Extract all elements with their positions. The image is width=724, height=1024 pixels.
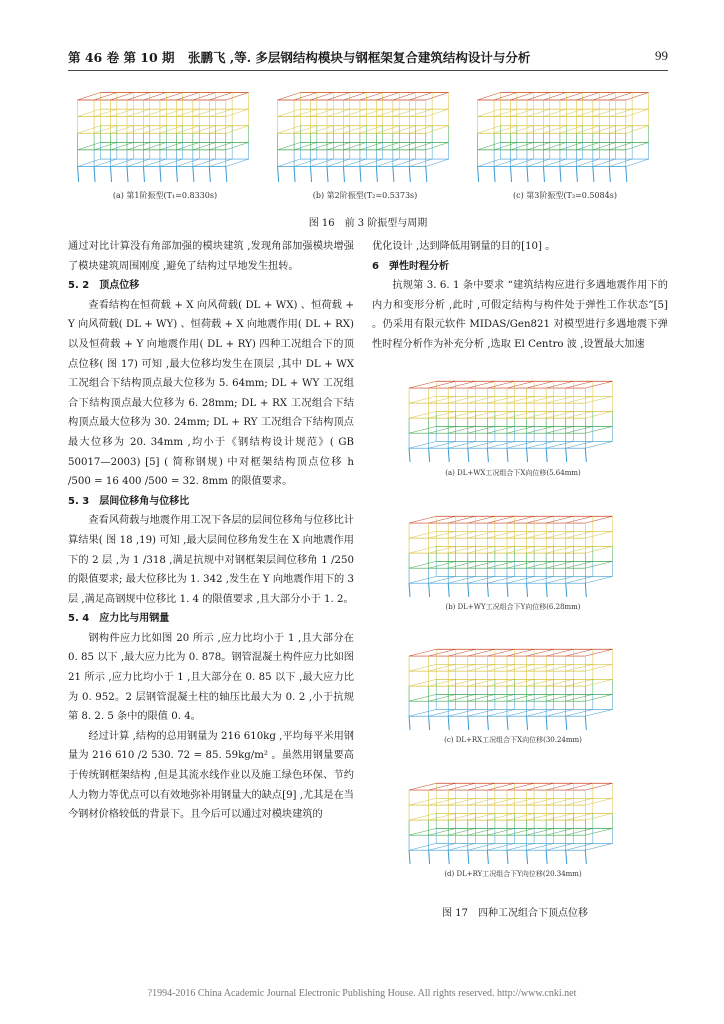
frame-member: [468, 583, 469, 597]
frame-member: [429, 448, 430, 462]
frame-member: [511, 167, 512, 182]
page-header: [68, 48, 668, 68]
header-rule: [68, 70, 668, 71]
left-column: [68, 237, 354, 825]
copyright-footer: ?1994-2016 China Academic Journal Electronic Publishing House. All rights reserved. http://www.cnki.net: [147, 988, 577, 999]
frame-member: [311, 167, 312, 182]
frame-member: [111, 167, 112, 182]
frame-member: [426, 167, 427, 182]
frame-member: [546, 448, 547, 462]
frame-member: [393, 167, 394, 182]
displacement-d-image: [400, 772, 626, 866]
figure-16-caption: 图 16 前 3 阶振型与周期: [308, 218, 428, 229]
frame-member: [566, 583, 567, 597]
frame-member: [343, 167, 344, 182]
mode-shape-1-caption: (a) 第1阶振型(T₁=0.8330s): [112, 191, 218, 200]
frame-member: [327, 167, 328, 182]
displacement-a-caption: (a) DL+WX工况组合下X向位移(5.64mm): [445, 469, 581, 477]
frame-member: [468, 850, 469, 864]
frame-member: [176, 167, 177, 182]
frame-member: [527, 716, 528, 730]
page-number: 99: [655, 48, 668, 63]
frame-member: [278, 167, 279, 182]
frame-member: [448, 850, 449, 864]
frame-member: [468, 716, 469, 730]
mode-shape-2-image: [270, 80, 460, 184]
frame-member: [409, 448, 410, 462]
frame-member: [626, 167, 627, 182]
body-paragraph: 经过计算 ,结构的总用钢量为 216 610kg ,平均每平米用钢量为 216 610 /2 530. 72 = 85. 59kg/m² 。虽然用钢量要高于传统钢框架结构 ,但是其流水线作业以及施工绿色环保、节约人力物力等优点可以有效地弥补用钢量大的缺点[9] ,尤其是在当今钢材价格较低的背景下。且今后可以通过对模块建筑的: [68, 730, 354, 821]
frame-member: [527, 448, 528, 462]
frame-member: [487, 448, 488, 462]
frame-member: [360, 167, 361, 182]
frame-member: [507, 583, 508, 597]
running-title: 张鹏飞 ,等. 多层钢结构模块与钢框架复合建筑结构设计与分析: [188, 50, 531, 65]
displacement-b-image: [400, 505, 626, 599]
frame-member: [546, 850, 547, 864]
frame-member: [527, 583, 528, 597]
body-paragraph: 钢构件应力比如图 20 所示 ,应力比均小于 1 ,且大部分在 0. 85 以下 ,最大应力比为 0. 878。钢管混凝土构件应力比如图 21 所示 ,应力比均小于 1 ,且大部分在 0. 85 以下 ,最大应力比为 0. 952。2 层钢管混凝土柱的轴压比最大为 0. 2 ,小于抗规第 8. 2. 5 条中的限值 0. 4。: [68, 632, 354, 723]
frame-member: [585, 583, 586, 597]
mode-shape-3-caption: (c) 第3阶振型(T₃=0.5084s): [513, 191, 617, 200]
displacement-d-caption: (d) DL+RY工况组合下Y向位移(20.34mm): [444, 870, 582, 878]
frame-member: [507, 716, 508, 730]
section-heading: 5. 4 应力比与用钢量: [68, 613, 170, 625]
frame-member: [507, 448, 508, 462]
frame-member: [226, 167, 227, 182]
figure-16: [70, 80, 670, 208]
displacement-a-image: [400, 370, 626, 464]
frame-member: [560, 167, 561, 182]
right-column: [372, 237, 668, 355]
frame-member: [585, 850, 586, 864]
frame-member: [127, 167, 128, 182]
frame-member: [609, 167, 610, 182]
displacement-c-caption: (c) DL+RX工况组合下X向位移(30.24mm): [444, 736, 582, 744]
body-paragraph: 抗规第 3. 6. 1 条中要求 “建筑结构应进行多遇地震作用下的内力和变形分析 ,此时 ,可假定结构与构件处于弹性工作状态”[5] 。仍采用有限元软件 MIDAS/Gen821 对模型进行多遇地震下弹性时程分析作为补充分析 ,选取 El Centro 波 ,设置最大加速: [372, 280, 668, 350]
section-heading: 5. 3 层间位移角与位移比: [68, 495, 190, 507]
frame-member: [494, 167, 495, 182]
frame-member: [487, 583, 488, 597]
frame-member: [566, 716, 567, 730]
frame-member: [429, 716, 430, 730]
mode-shape-1-image: [70, 80, 260, 184]
frame-member: [566, 448, 567, 462]
frame-member: [576, 167, 577, 182]
frame-member: [376, 167, 377, 182]
displacement-c-image: [400, 638, 626, 732]
body-paragraph: 查看结构在恒荷载 + X 向风荷载( DL + WX) 、恒荷载 + Y 向风荷载( DL + WY) 、恒荷载 + X 向地震作用( DL + RX) 以及恒荷载 + Y 向地震作用( DL + RY) 四种工况组合下的顶点位移( 图 17) 可知 ,最大位移均发生在顶层 ,其中 DL + WX 工况组合下结构顶点最大位移为 5. 64mm; DL + WY 工况组合下结构顶点最大位移为 6. 28mm; DL + RX 工况组合下结构顶点最大位移为 30. 24mm; DL + RY 工况组合下结构顶点最大位移为 20. 34mm ,均小于《钢结构设计规范》( GB 50017—2003) [5] ( 简称钢规) 中对框架结构顶点位移 h /500 = 16 400 /500 = 32. 8mm 的限值要求。: [68, 299, 354, 488]
frame-member: [566, 850, 567, 864]
body-paragraph: 通过对比计算没有角部加强的模块建筑 ,发现角部加强模块增强了模块建筑周围刚度 ,避免了结构过早地发生扭转。: [68, 241, 354, 272]
frame-member: [143, 167, 144, 182]
frame-member: [487, 716, 488, 730]
journal-issue: 第 46 卷 第 10 期: [68, 50, 175, 65]
mode-shape-2-caption: (b) 第2阶振型(T₂=0.5373s): [312, 191, 418, 200]
frame-member: [409, 583, 410, 597]
frame-member: [193, 167, 194, 182]
frame-member: [593, 167, 594, 182]
frame-member: [429, 583, 430, 597]
frame-member: [429, 850, 430, 864]
section-heading: 5. 2 顶点位移: [68, 280, 140, 292]
frame-member: [546, 716, 547, 730]
frame-member: [78, 167, 79, 182]
frame-member: [585, 716, 586, 730]
figure-17-caption: 图 17 四种工况组合下顶点位移: [442, 908, 588, 919]
section-heading: 6 弹性时程分析: [372, 260, 449, 272]
frame-member: [409, 850, 410, 864]
frame-member: [448, 448, 449, 462]
frame-member: [448, 583, 449, 597]
frame-member: [294, 167, 295, 182]
frame-member: [487, 850, 488, 864]
frame-member: [478, 167, 479, 182]
frame-member: [94, 167, 95, 182]
frame-member: [543, 167, 544, 182]
figure-17: [400, 370, 630, 890]
frame-member: [468, 448, 469, 462]
frame-member: [209, 167, 210, 182]
frame-member: [546, 583, 547, 597]
frame-member: [409, 167, 410, 182]
frame-member: [527, 850, 528, 864]
frame-member: [409, 716, 410, 730]
frame-member: [585, 448, 586, 462]
frame-member: [527, 167, 528, 182]
body-paragraph: 查看风荷载与地震作用工况下各层的层间位移角与位移比计算结果( 图 18 ,19) 可知 ,最大层间位移角发生在 X 向地震作用下的 2 层 ,为 1 /318 ,满足抗规中对钢框架层间位移角 1 /250 的限值要求; 最大位移比为 1. 342 ,发生在 Y 向地震作用下的 3 层 ,满足高钢规中位移比 1. 4 的限值要求 ,且大部分小于 1. 2。: [68, 515, 354, 605]
body-paragraph: 优化设计 ,达到降低用钢量的目的[10] 。: [372, 241, 556, 252]
frame-member: [507, 850, 508, 864]
displacement-b-caption: (b) DL+WY工况组合下Y向位移(6.28mm): [445, 603, 581, 611]
mode-shape-3-image: [470, 80, 660, 184]
frame-member: [160, 167, 161, 182]
frame-member: [448, 716, 449, 730]
